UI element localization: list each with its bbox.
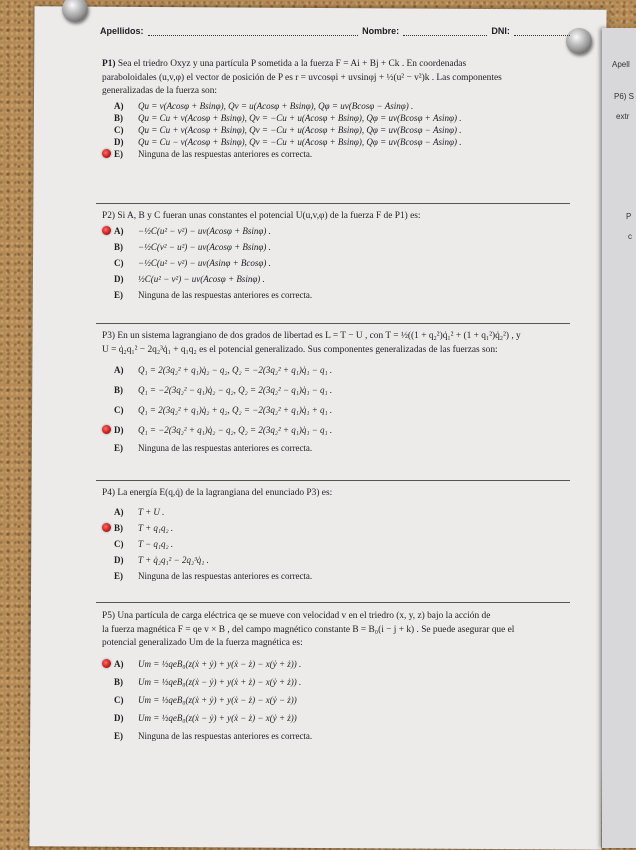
option-b[interactable]: B) Qu = Cu + v(Acosφ + Bsinφ), Qv = −Cu + u(Acosφ + Bsinφ), Qφ = uv(Bcosφ + Asinφ) . bbox=[114, 112, 462, 123]
answer-mark-icon bbox=[102, 659, 111, 668]
question-stem: potencial generalizado Um de la fuerza magnética es: bbox=[102, 638, 303, 649]
option-a[interactable]: A) Q₁ = 2(3q₂² + q₁)q̇₂ − q₂, Q₂ = −2(3q₂² + q₁)q̇₁ − q₁ . bbox=[114, 365, 333, 376]
question-stem: P1) Sea el triedro Oxyz y una partícula P sometida a la fuerza F = Ai + Bj + Ck . En coordenadas bbox=[102, 59, 467, 69]
option-b[interactable]: B) Um = ½qeB₀(z(ẋ − ẏ) + y(ẋ + ż) − x(ẏ + ż)) . bbox=[114, 676, 302, 687]
divider bbox=[96, 203, 570, 204]
question-stem: P2) Si A, B y C fueran unas constantes el potencial U(u,v,φ) de la fuerza F de P1) es: bbox=[102, 211, 421, 221]
divider bbox=[96, 480, 570, 481]
answer-mark-icon bbox=[102, 149, 111, 158]
option-e[interactable]: E) Ninguna de las respuestas anteriores es correcta. bbox=[114, 289, 313, 300]
question-p5 bbox=[102, 610, 564, 743]
dni-field[interactable] bbox=[514, 26, 570, 36]
answer-mark-icon bbox=[102, 226, 111, 235]
side-text: P bbox=[626, 212, 632, 221]
side-text: Apell bbox=[612, 60, 630, 69]
side-text: P6) S bbox=[614, 92, 635, 101]
apellidos-field[interactable] bbox=[148, 26, 359, 36]
option-e[interactable]: E) Ninguna de las respuestas anteriores es correcta. bbox=[114, 730, 313, 741]
option-d[interactable]: D) ½C(u² − v²) − uv(Acosφ + Bsinφ) . bbox=[114, 273, 265, 284]
option-e[interactable]: E) Ninguna de las respuestas anteriores es correcta. bbox=[114, 443, 313, 454]
side-text: extr bbox=[616, 112, 630, 121]
question-stem: la fuerza magnética F = qe v × B , del campo magnético constante B = B₀(i − j + k) . Se puede asegurar que el bbox=[102, 624, 515, 635]
question-stem: P3) En un sistema lagrangiano de dos grados de libertad es L = T − U , con T = ½((1 + q₂²)q̇₁² + (1 + q₁²)q̇₂²) , y bbox=[102, 331, 521, 341]
option-b[interactable]: B) T + q₁q₂ . bbox=[114, 523, 564, 533]
question-p1 bbox=[102, 58, 564, 161]
question-stem: P4) La energía E(q,q̇) de la lagrangiana del enunciado P3) es: bbox=[102, 488, 333, 498]
option-b[interactable]: B) −½C(v² − u²) − uv(Acosφ + Bsinφ) . bbox=[114, 241, 271, 252]
question-stem: generalizadas de la fuerza son: bbox=[102, 86, 218, 97]
student-header bbox=[100, 26, 570, 36]
option-d[interactable]: D) Um = ½qeB₀(z(ẋ − ẏ) + y(ẋ − ż) − x(ẏ + ż)) bbox=[114, 712, 297, 723]
side-text: c bbox=[628, 232, 632, 241]
divider bbox=[96, 323, 570, 324]
question-stem: U = q̇₂q₁² − 2q₂³q̇₁ + q₁q₂ es el potencial generalizado. Sus componentes generalizadas de las fuerzas son: bbox=[102, 344, 498, 355]
question-stem: paraboloidales (u,v,φ) el vector de posición de P es r = uvcosφi + uvsinφj + ½(u² − v²)k . Las componentes bbox=[102, 72, 502, 83]
dni-label: DNI: bbox=[491, 26, 510, 36]
apellidos-label: Apellidos: bbox=[100, 26, 144, 36]
option-d[interactable]: D) Q₁ = −2(3q₂² + q₁)q̇₂ − q₂, Q₂ = 2(3q₂² + q₁)q̇₁ − q₁ . bbox=[114, 425, 564, 435]
option-e[interactable]: E) Ninguna de las respuestas anteriores es correcta. bbox=[114, 149, 564, 159]
option-b[interactable]: B) Q₁ = −2(3q₂² − q₁)q̇₂ − q₂, Q₂ = 2(3q₂² − q₁)q̇₁ − q₁ . bbox=[114, 385, 333, 396]
option-c[interactable]: C) Um = ½qeB₀(z(ẋ + ẏ) + y(ẋ − ż) − x(ẏ − ż)) bbox=[114, 694, 297, 705]
option-e[interactable]: E) Ninguna de las respuestas anteriores es correcta. bbox=[114, 570, 313, 581]
question-p4 bbox=[102, 487, 564, 583]
option-a[interactable]: A) Um = ½qeB₀(z(ẋ + ẏ) + y(ẋ − ż) − x(ẏ + ż)) . bbox=[114, 659, 564, 669]
question-p2 bbox=[102, 210, 564, 302]
nombre-field[interactable] bbox=[403, 26, 487, 36]
option-c[interactable]: C) Qu = Cu + v(Acosφ + Bsinφ), Qv = −Cu + u(Acosφ + Bsinφ), Qφ = uv(Bcosφ − Asinφ) . bbox=[114, 124, 462, 135]
answer-mark-icon bbox=[102, 425, 111, 434]
divider bbox=[96, 602, 570, 603]
option-d[interactable]: D) T + q̇₂q₁² − 2q₂³q̇₁ . bbox=[114, 554, 209, 565]
option-a[interactable]: A) T + U . bbox=[114, 506, 165, 517]
option-c[interactable]: C) −½C(u² − v²) − uv(Asinφ + Bcosφ) . bbox=[114, 257, 271, 268]
option-a[interactable]: A) −½C(u² − v²) − uv(Acosφ + Bsinφ) . bbox=[114, 226, 564, 236]
option-c[interactable]: C) T − q₁q₂ . bbox=[114, 538, 174, 549]
question-p3 bbox=[102, 330, 564, 455]
option-d[interactable]: D) Qu = Cu − v(Acosφ + Bsinφ), Qv = −Cu + u(Acosφ + Bsinφ), Qφ = uv(Bcosφ − Asinφ) . bbox=[114, 136, 462, 147]
nombre-label: Nombre: bbox=[362, 26, 400, 36]
option-a[interactable]: A) Qu = v(Acosφ + Bsinφ), Qv = u(Acosφ + Bsinφ), Qφ = uv(Bcosφ − Asinφ) . bbox=[114, 100, 414, 111]
second-sheet bbox=[602, 28, 636, 848]
question-stem: P5) Una partícula de carga eléctrica qe se mueve con velocidad v en el triedro (x, y, z) bajo la acción de bbox=[102, 611, 491, 621]
option-c[interactable]: C) Q₁ = 2(3q₂² + q₁)q̇₂ + q₂, Q₂ = −2(3q₂² + q₁)q̇₁ + q₁ . bbox=[114, 405, 333, 416]
answer-mark-icon bbox=[102, 523, 111, 532]
